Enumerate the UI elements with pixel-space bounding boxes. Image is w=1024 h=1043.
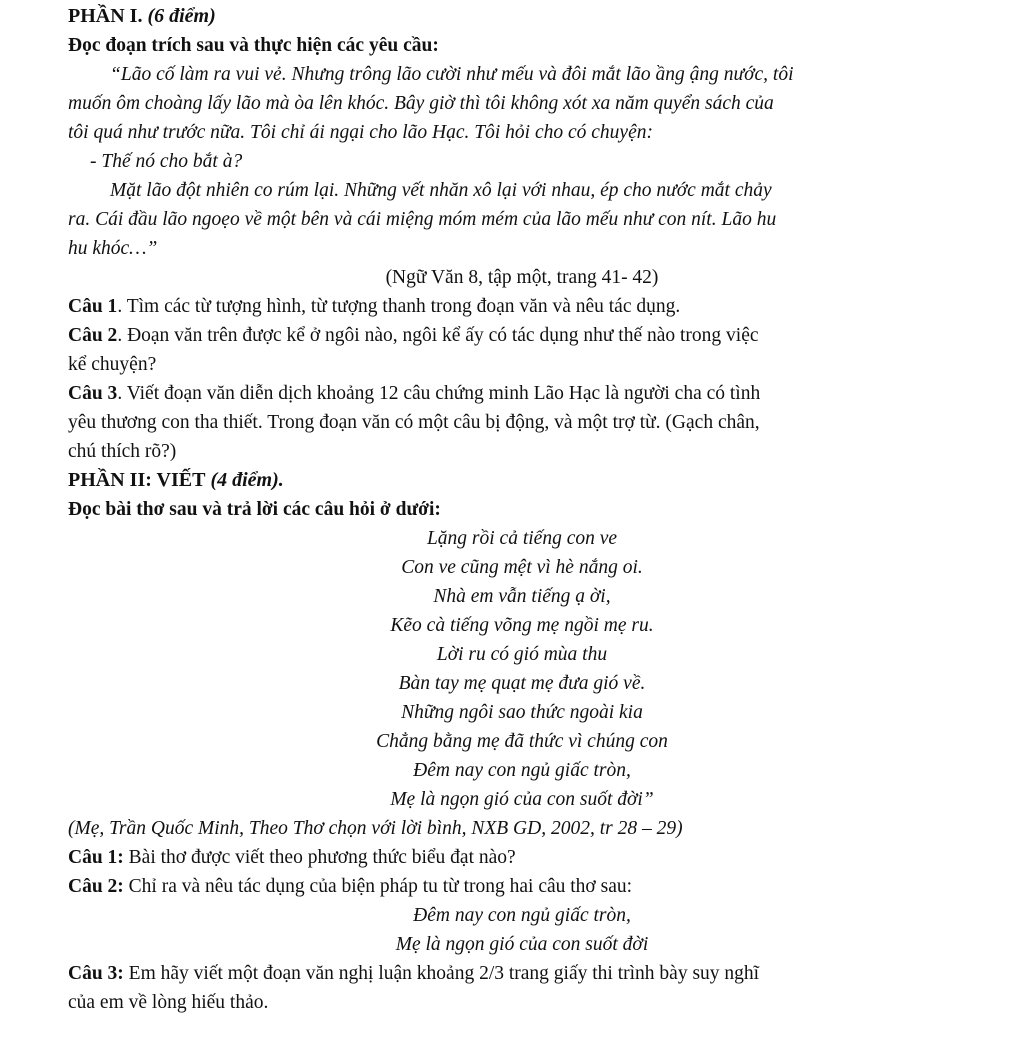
passage-line: ra. Cái đầu lão ngoẹo về một bên và cái miệng móm mém của lão mếu như con nít. Lão hu bbox=[68, 209, 777, 230]
passage-line: hu khóc…” bbox=[68, 238, 158, 259]
part2-question-3 bbox=[68, 959, 976, 988]
poem-line: Mẹ là ngọn gió của con suốt đời” bbox=[390, 789, 654, 810]
part2-question-2-label: Câu 2: bbox=[68, 876, 124, 897]
part2-question-3-text: Em hãy viết một đoạn văn nghị luận khoảng 2/3 trang giấy thi trình bày suy nghĩ bbox=[123, 963, 760, 984]
part2-question-2 bbox=[68, 872, 976, 901]
question-3-cont: chú thích rõ?) bbox=[68, 441, 177, 462]
part2-question-2-text: Chỉ ra và nêu tác dụng của biện pháp tu từ trong hai câu thơ sau: bbox=[123, 876, 633, 897]
question-3-cont: yêu thương con tha thiết. Trong đoạn văn có một câu bị động, và một trợ từ. (Gạch chân, bbox=[68, 412, 760, 433]
poem-line: Đêm nay con ngủ giấc tròn, bbox=[413, 760, 631, 781]
poem-line: Chẳng bằng mẹ đã thức vì chúng con bbox=[376, 731, 668, 752]
poem-line: Nhà em vẫn tiếng ạ ời, bbox=[433, 586, 611, 607]
part2-heading bbox=[68, 466, 976, 495]
passage-line: muốn ôm choàng lấy lão mà òa lên khóc. Bây giờ thì tôi không xót xa năm quyển sách của bbox=[68, 93, 774, 114]
passage-dialogue: - Thế nó cho bắt à? bbox=[90, 151, 243, 172]
poem-line: Kẽo cà tiếng võng mẹ ngồi mẹ ru. bbox=[390, 615, 654, 636]
poem-line: Con ve cũng mệt vì hè nắng oi. bbox=[401, 557, 643, 578]
part1-heading bbox=[68, 2, 976, 31]
passage-line: tôi quá như trước nữa. Tôi chỉ ái ngại cho lão Hạc. Tôi hỏi cho có chuyện: bbox=[68, 122, 653, 143]
question-1-label: Câu 1 bbox=[68, 296, 118, 317]
passage-line: Mặt lão đột nhiên co rúm lại. Những vết nhăn xô lại với nhau, ép cho nước mắt chảy bbox=[110, 180, 772, 201]
question-2-label: Câu 2 bbox=[68, 325, 118, 346]
question-3-text: . Viết đoạn văn diễn dịch khoảng 12 câu chứng minh Lão Hạc là người cha có tình bbox=[117, 383, 761, 404]
passage-line: “Lão cố làm ra vui vẻ. Nhưng trông lão cười như mếu và đôi mắt lão ầng ậng nước, tôi bbox=[110, 64, 794, 85]
poem-line: Những ngôi sao thức ngoài kia bbox=[401, 702, 643, 723]
poem-line: Bàn tay mẹ quạt mẹ đưa gió về. bbox=[398, 673, 646, 694]
part1-heading-label: PHẦN I. bbox=[68, 5, 143, 27]
question-3-label: Câu 3 bbox=[68, 383, 118, 404]
part2-heading-label: PHẦN II: VIẾT bbox=[68, 469, 206, 491]
question-2-cont: kể chuyện? bbox=[68, 354, 157, 375]
poem-line: Lời ru có gió mùa thu bbox=[436, 644, 608, 665]
part2-instruction: Đọc bài thơ sau và trả lời các câu hỏi ở dưới: bbox=[68, 499, 441, 520]
part2-heading-points: (4 điểm). bbox=[205, 469, 284, 491]
poem-source: (Mẹ, Trần Quốc Minh, Theo Thơ chọn với lời bình, NXB GD, 2002, tr 28 – 29) bbox=[68, 818, 683, 839]
quoted-poem-line: Mẹ là ngọn gió của con suốt đời bbox=[395, 934, 649, 955]
part2-question-1 bbox=[68, 843, 976, 872]
question-2-text: . Đoạn văn trên được kể ở ngôi nào, ngôi kể ấy có tác dụng như thế nào trong việc bbox=[117, 325, 759, 346]
question-2 bbox=[68, 321, 976, 350]
question-1 bbox=[68, 292, 976, 321]
passage-source: (Ngữ Văn 8, tập một, trang 41- 42) bbox=[385, 267, 659, 288]
question-1-text: . Tìm các từ tượng hình, từ tượng thanh trong đoạn văn và nêu tác dụng. bbox=[117, 296, 681, 317]
part2-question-3-cont: của em về lòng hiếu thảo. bbox=[68, 992, 269, 1013]
quoted-poem-line: Đêm nay con ngủ giấc tròn, bbox=[413, 905, 631, 926]
question-3 bbox=[68, 379, 976, 408]
poem-line: Lặng rồi cả tiếng con ve bbox=[426, 528, 618, 549]
part2-question-3-label: Câu 3: bbox=[68, 963, 124, 984]
part1-heading-points: (6 điểm) bbox=[142, 5, 216, 27]
part2-question-1-text: Bài thơ được viết theo phương thức biểu đạt nào? bbox=[123, 847, 516, 868]
part1-instruction: Đọc đoạn trích sau và thực hiện các yêu cầu: bbox=[68, 35, 439, 56]
part2-question-1-label: Câu 1: bbox=[68, 847, 124, 868]
